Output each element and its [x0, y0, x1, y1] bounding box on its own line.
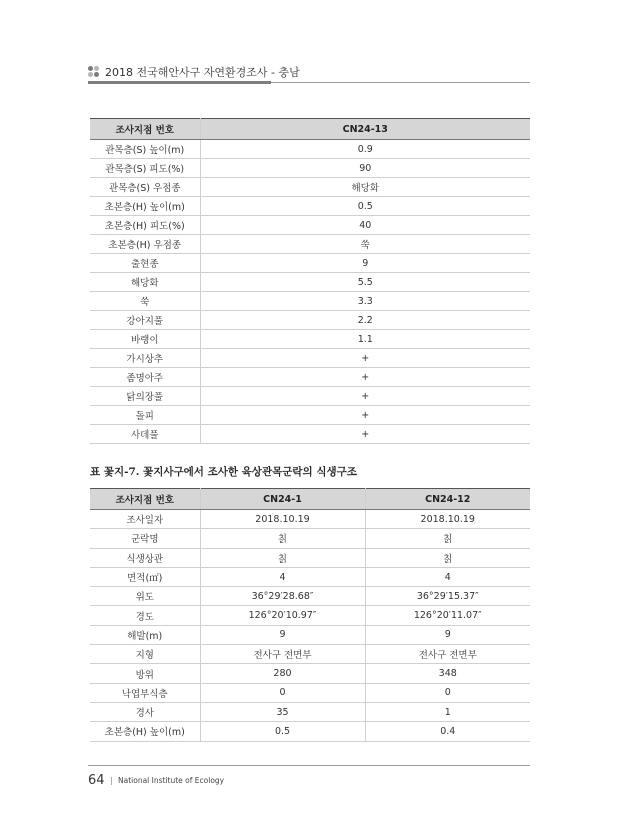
- row-label-cell: 바랭이: [90, 330, 200, 349]
- table-row: [90, 664, 530, 683]
- table-row: [90, 548, 530, 567]
- row-label-cell: 관목층(S) 높이(m): [90, 140, 200, 159]
- value-cell: +: [200, 406, 530, 425]
- table-header-row: [90, 489, 530, 510]
- value-cell: 9: [200, 254, 530, 273]
- value-cell: 40: [200, 216, 530, 235]
- table-header-cell: CN24-13: [200, 119, 530, 140]
- table-row: [90, 178, 530, 197]
- value-cell: 칡: [200, 548, 365, 567]
- row-label-cell: 닭의장풀: [90, 387, 200, 406]
- footer-org: National Institute of Ecology: [118, 776, 225, 785]
- row-label-cell: 사데풀: [90, 425, 200, 444]
- table-caption: 표 꽃지-7. 꽃지사구에서 조사한 육상관목군락의 식생구조: [90, 466, 357, 478]
- table-row: [90, 645, 530, 664]
- table-header-cell: 조사지점 번호: [90, 489, 200, 510]
- row-label-cell: 지형: [90, 645, 200, 664]
- row-label-cell: 방위: [90, 664, 200, 683]
- vegetation-table-cn24-13: [90, 118, 530, 444]
- value-cell: 0.4: [365, 722, 530, 741]
- value-cell: 전사구 전면부: [200, 645, 365, 664]
- value-cell: 칡: [365, 548, 530, 567]
- value-cell: 2018.10.19: [200, 510, 365, 529]
- table-row: [90, 722, 530, 741]
- table-row: [90, 140, 530, 159]
- value-cell: 1.1: [200, 330, 530, 349]
- table-row: [90, 197, 530, 216]
- table-header-cell: CN24-1: [200, 489, 365, 510]
- value-cell: 0: [365, 683, 530, 702]
- row-label-cell: 초본층(H) 높이(m): [90, 197, 200, 216]
- row-label-cell: 초본층(H) 높이(m): [90, 722, 200, 741]
- row-label-cell: 식생상관: [90, 548, 200, 567]
- page-number: 64: [88, 773, 105, 788]
- row-label-cell: 돌피: [90, 406, 200, 425]
- running-header: [88, 63, 530, 85]
- value-cell: 9: [365, 625, 530, 644]
- table-row: [90, 683, 530, 702]
- value-cell: 0: [200, 683, 365, 702]
- row-label-cell: 조사일자: [90, 510, 200, 529]
- value-cell: +: [200, 425, 530, 444]
- value-cell: 3.3: [200, 292, 530, 311]
- header-title: 2018 전국해안사구 자연환경조사 - 충남: [105, 66, 300, 79]
- row-label-cell: 관목층(S) 피도(%): [90, 159, 200, 178]
- row-label-cell: 가시상추: [90, 349, 200, 368]
- table-row: [90, 273, 530, 292]
- value-cell: 칡: [200, 529, 365, 548]
- row-label-cell: 위도: [90, 587, 200, 606]
- value-cell: 쑥: [200, 235, 530, 254]
- value-cell: 4: [200, 567, 365, 586]
- row-label-cell: 쑥: [90, 292, 200, 311]
- row-label-cell: 관목층(S) 우점종: [90, 178, 200, 197]
- row-label-cell: 해당화: [90, 273, 200, 292]
- footer-rule: [88, 765, 530, 766]
- table-row: [90, 387, 530, 406]
- shrub-community-structure-table: [90, 488, 530, 742]
- table-row: [90, 254, 530, 273]
- row-label-cell: 초본층(H) 우점종: [90, 235, 200, 254]
- row-label-cell: 좀명아주: [90, 368, 200, 387]
- table-row: [90, 349, 530, 368]
- table-row: [90, 425, 530, 444]
- value-cell: 280: [200, 664, 365, 683]
- value-cell: 0.5: [200, 722, 365, 741]
- value-cell: +: [200, 368, 530, 387]
- value-cell: 0.9: [200, 140, 530, 159]
- value-cell: 0.5: [200, 197, 530, 216]
- row-label-cell: 해발(m): [90, 625, 200, 644]
- row-label-cell: 면적(㎡): [90, 567, 200, 586]
- value-cell: 348: [365, 664, 530, 683]
- value-cell: 2.2: [200, 311, 530, 330]
- table-row: [90, 311, 530, 330]
- table-row: [90, 330, 530, 349]
- row-label-cell: 출현종: [90, 254, 200, 273]
- value-cell: 5.5: [200, 273, 530, 292]
- row-label-cell: 경사: [90, 702, 200, 721]
- table-row: [90, 368, 530, 387]
- value-cell: 90: [200, 159, 530, 178]
- table-row: [90, 625, 530, 644]
- value-cell: 126°20′10.97″: [200, 606, 365, 625]
- header-dots-icon: [88, 66, 100, 78]
- table-header-cell: CN24-12: [365, 489, 530, 510]
- value-cell: +: [200, 349, 530, 368]
- table-row: [90, 510, 530, 529]
- footer-separator: |: [110, 776, 113, 785]
- table-row: [90, 606, 530, 625]
- value-cell: 126°20′11.07″: [365, 606, 530, 625]
- value-cell: 해당화: [200, 178, 530, 197]
- header-rule-accent: [88, 81, 271, 84]
- row-label-cell: 경도: [90, 606, 200, 625]
- table-header-cell: 조사지점 번호: [90, 119, 200, 140]
- value-cell: 전사구 전면부: [365, 645, 530, 664]
- table-row: [90, 216, 530, 235]
- value-cell: 칡: [365, 529, 530, 548]
- row-label-cell: 낙엽부식층: [90, 683, 200, 702]
- value-cell: 35: [200, 702, 365, 721]
- value-cell: 36°29′28.68″: [200, 587, 365, 606]
- row-label-cell: 군락명: [90, 529, 200, 548]
- table-row: [90, 529, 530, 548]
- row-label-cell: 강아지풀: [90, 311, 200, 330]
- table-row: [90, 567, 530, 586]
- table-row: [90, 587, 530, 606]
- row-label-cell: 초본층(H) 피도(%): [90, 216, 200, 235]
- table-row: [90, 235, 530, 254]
- table-row: [90, 292, 530, 311]
- value-cell: 1: [365, 702, 530, 721]
- table-row: [90, 406, 530, 425]
- table-row: [90, 702, 530, 721]
- value-cell: 9: [200, 625, 365, 644]
- value-cell: +: [200, 387, 530, 406]
- value-cell: 36°29′15.37″: [365, 587, 530, 606]
- value-cell: 2018.10.19: [365, 510, 530, 529]
- table-row: [90, 159, 530, 178]
- value-cell: 4: [365, 567, 530, 586]
- table-header-row: [90, 119, 530, 140]
